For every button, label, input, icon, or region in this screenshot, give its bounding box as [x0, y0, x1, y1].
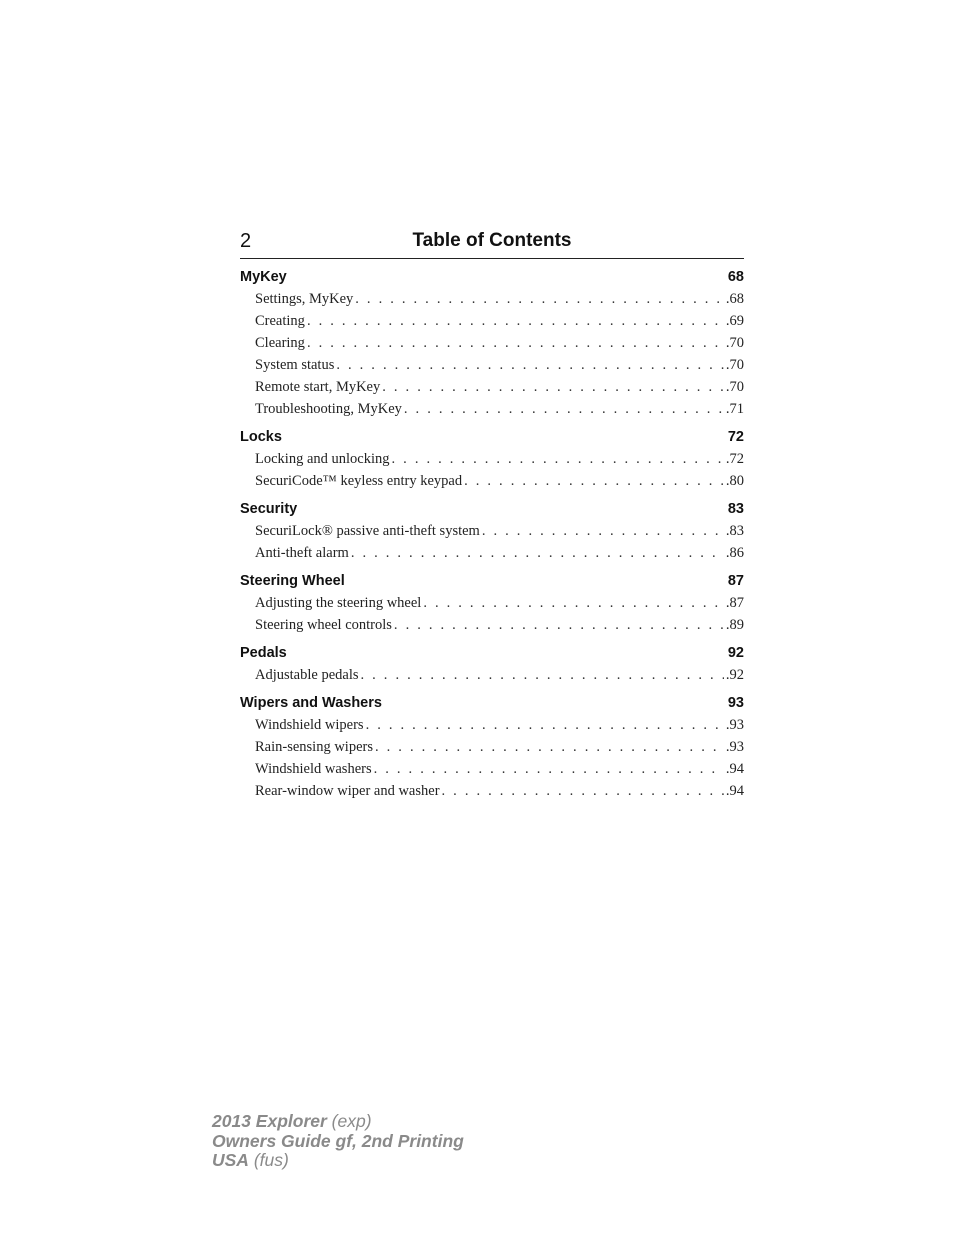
entry-page: .70 [725, 379, 744, 395]
section-page: 92 [727, 645, 744, 661]
toc-entry[interactable] [240, 354, 744, 376]
entry-label: SecuriCode™ keyless entry keypad [255, 473, 463, 489]
toc-entry[interactable] [240, 448, 744, 470]
table-of-contents [240, 267, 744, 809]
dot-leader [394, 614, 724, 636]
entry-page: .70 [725, 357, 744, 373]
entry-label: Rain-sensing wipers [255, 739, 373, 755]
toc-entry[interactable] [240, 592, 744, 614]
entry-label: Steering wheel controls [255, 617, 392, 633]
entry-label: System status [255, 357, 335, 373]
dot-leader [404, 398, 724, 420]
dot-leader [355, 288, 724, 310]
footer-line-1 [212, 1112, 464, 1132]
section-heading[interactable] [240, 427, 744, 448]
toc-entry[interactable] [240, 470, 744, 492]
toc-section [240, 643, 744, 686]
entry-label: Adjusting the steering wheel [255, 595, 422, 611]
section-title: Pedals [240, 645, 287, 661]
dot-leader [442, 780, 724, 802]
toc-entry[interactable] [240, 780, 744, 802]
footer-line-3 [212, 1151, 464, 1171]
entry-label: Rear-window wiper and washer [255, 783, 440, 799]
footer-line-2 [212, 1132, 464, 1152]
dot-leader [336, 354, 724, 376]
entry-label: Clearing [255, 335, 305, 351]
section-heading[interactable] [240, 267, 744, 288]
toc-entry[interactable] [240, 736, 744, 758]
dot-leader [374, 758, 724, 780]
section-page: 68 [727, 269, 744, 285]
section-heading[interactable] [240, 693, 744, 714]
toc-entry[interactable] [240, 288, 744, 310]
footer-guide: Owners Guide gf, 2nd Printing [212, 1130, 464, 1151]
toc-entry[interactable] [240, 758, 744, 780]
toc-section [240, 267, 744, 420]
entry-label: Creating [255, 313, 305, 329]
footer-model-code: (exp) [331, 1111, 372, 1131]
dot-leader [464, 470, 724, 492]
toc-section [240, 499, 744, 564]
dot-leader [366, 714, 724, 736]
entry-page: .68 [725, 291, 744, 307]
entry-label: Settings, MyKey [255, 291, 354, 307]
dot-leader [351, 542, 724, 564]
toc-entry[interactable] [240, 520, 744, 542]
dot-leader [423, 592, 724, 614]
toc-entry[interactable] [240, 542, 744, 564]
section-title: Steering Wheel [240, 573, 345, 589]
entry-page: .83 [725, 523, 744, 539]
entry-label: Windshield washers [255, 761, 372, 777]
page-number: 2 [240, 230, 252, 252]
entry-page: .93 [725, 739, 744, 755]
toc-entry[interactable] [240, 376, 744, 398]
entry-page: .87 [725, 595, 744, 611]
entry-label: Troubleshooting, MyKey [255, 401, 402, 417]
dot-leader [392, 448, 724, 470]
entry-label: Remote start, MyKey [255, 379, 381, 395]
entry-page: .70 [725, 335, 744, 351]
dot-leader [482, 520, 724, 542]
dot-leader [361, 664, 724, 686]
section-title: Locks [240, 429, 282, 445]
section-title: MyKey [240, 269, 287, 285]
entry-page: .86 [725, 545, 744, 561]
entry-page: .80 [725, 473, 744, 489]
section-heading[interactable] [240, 499, 744, 520]
dot-leader [375, 736, 724, 758]
toc-entry[interactable] [240, 664, 744, 686]
section-heading[interactable] [240, 643, 744, 664]
toc-section [240, 571, 744, 636]
page-header [240, 228, 744, 259]
entry-page: .92 [725, 667, 744, 683]
footer-model: 2013 Explorer [212, 1111, 327, 1131]
entry-label: Anti-theft alarm [255, 545, 349, 561]
section-title: Security [240, 501, 298, 517]
section-title: Wipers and Washers [240, 695, 382, 711]
entry-label: SecuriLock® passive anti-theft system [255, 523, 480, 539]
section-heading[interactable] [240, 571, 744, 592]
dot-leader [382, 376, 724, 398]
entry-label: Locking and unlocking [255, 451, 390, 467]
footer-market-code: (fus) [253, 1150, 289, 1170]
toc-entry[interactable] [240, 714, 744, 736]
section-page: 87 [727, 573, 744, 589]
toc-entry[interactable] [240, 398, 744, 420]
toc-entry[interactable] [240, 332, 744, 354]
toc-entry[interactable] [240, 614, 744, 636]
toc-section [240, 427, 744, 492]
entry-page: .71 [725, 401, 744, 417]
dot-leader [307, 332, 724, 354]
entry-page: .89 [725, 617, 744, 633]
entry-page: .94 [725, 783, 744, 799]
section-page: 72 [727, 429, 744, 445]
entry-page: .72 [725, 451, 744, 467]
entry-page: .93 [725, 717, 744, 733]
toc-section [240, 693, 744, 802]
dot-leader [307, 310, 724, 332]
entry-label: Adjustable pedals [255, 667, 359, 683]
entry-page: .69 [725, 313, 744, 329]
footer-market: USA [212, 1150, 249, 1170]
section-page: 93 [727, 695, 744, 711]
entry-label: Windshield wipers [255, 717, 364, 733]
page-title: Table of Contents [412, 230, 572, 251]
toc-entry[interactable] [240, 310, 744, 332]
footer [212, 1112, 464, 1171]
entry-page: .94 [725, 761, 744, 777]
section-page: 83 [727, 501, 744, 517]
